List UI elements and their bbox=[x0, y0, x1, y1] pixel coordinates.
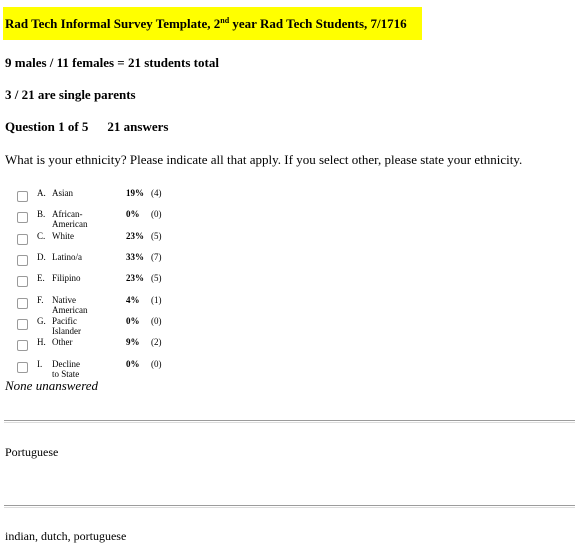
option-percent: 0% bbox=[126, 209, 140, 219]
option-label: Pacific Islander bbox=[52, 316, 81, 336]
option-letter: I. bbox=[37, 359, 43, 369]
option-letter: E. bbox=[37, 273, 45, 283]
other-response: indian, dutch, portuguese bbox=[5, 529, 127, 543]
option-letter: H. bbox=[37, 337, 46, 347]
divider bbox=[4, 505, 575, 508]
option-percent: 0% bbox=[126, 316, 140, 326]
other-response: Portuguese bbox=[5, 445, 59, 459]
option-letter: A. bbox=[37, 188, 46, 198]
option-percent: 23% bbox=[126, 231, 144, 241]
option-checkbox[interactable] bbox=[17, 340, 28, 351]
option-letter: F. bbox=[37, 295, 44, 305]
question-header bbox=[5, 119, 168, 135]
option-count: (2) bbox=[151, 337, 162, 347]
option-percent: 19% bbox=[126, 188, 144, 198]
option-checkbox[interactable] bbox=[17, 298, 28, 309]
option-checkbox[interactable] bbox=[17, 319, 28, 330]
option-count: (0) bbox=[151, 209, 162, 219]
option-count: (5) bbox=[151, 273, 162, 283]
option-percent: 4% bbox=[126, 295, 140, 305]
title-superscript: nd bbox=[220, 16, 230, 25]
option-label: White bbox=[52, 231, 74, 241]
single-parent-stats: 3 / 21 are single parents bbox=[5, 87, 136, 102]
option-percent: 23% bbox=[126, 273, 144, 283]
title-rest: year Rad Tech Students, 7/1716 bbox=[229, 16, 407, 31]
option-count: (0) bbox=[151, 316, 162, 326]
answer-count: 21 answers bbox=[107, 119, 169, 134]
option-label: Other bbox=[52, 337, 73, 347]
option-checkbox[interactable] bbox=[17, 191, 28, 202]
option-checkbox[interactable] bbox=[17, 255, 28, 266]
divider bbox=[4, 420, 575, 423]
option-count: (7) bbox=[151, 252, 162, 262]
option-count: (5) bbox=[151, 231, 162, 241]
option-label: Decline to State bbox=[52, 359, 80, 379]
option-percent: 0% bbox=[126, 359, 140, 369]
option-checkbox[interactable] bbox=[17, 276, 28, 287]
option-checkbox[interactable] bbox=[17, 362, 28, 373]
option-percent: 33% bbox=[126, 252, 144, 262]
option-label: Filipino bbox=[52, 273, 81, 283]
option-label: Native American bbox=[52, 295, 88, 315]
question-text: What is your ethnicity? Please indicate all that apply. If you select other, please state your ethnicity. bbox=[5, 152, 523, 167]
option-count: (4) bbox=[151, 188, 162, 198]
option-letter: D. bbox=[37, 252, 46, 262]
gender-stats: 9 males / 11 females = 21 students total bbox=[5, 55, 219, 70]
option-count: (0) bbox=[151, 359, 162, 369]
option-letter: G. bbox=[37, 316, 46, 326]
option-letter: C. bbox=[37, 231, 46, 241]
option-count: (1) bbox=[151, 295, 162, 305]
page-title bbox=[3, 7, 422, 40]
question-number: Question 1 of 5 bbox=[5, 119, 89, 134]
option-label: Asian bbox=[52, 188, 73, 198]
title-main: Rad Tech Informal Survey Template, 2 bbox=[5, 16, 221, 31]
option-label: Latino/a bbox=[52, 252, 82, 262]
option-label: African-American bbox=[52, 209, 88, 229]
option-checkbox[interactable] bbox=[17, 212, 28, 223]
unanswered-note: None unanswered bbox=[5, 378, 99, 393]
option-percent: 9% bbox=[126, 337, 140, 347]
option-letter: B. bbox=[37, 209, 46, 219]
option-checkbox[interactable] bbox=[17, 234, 28, 245]
